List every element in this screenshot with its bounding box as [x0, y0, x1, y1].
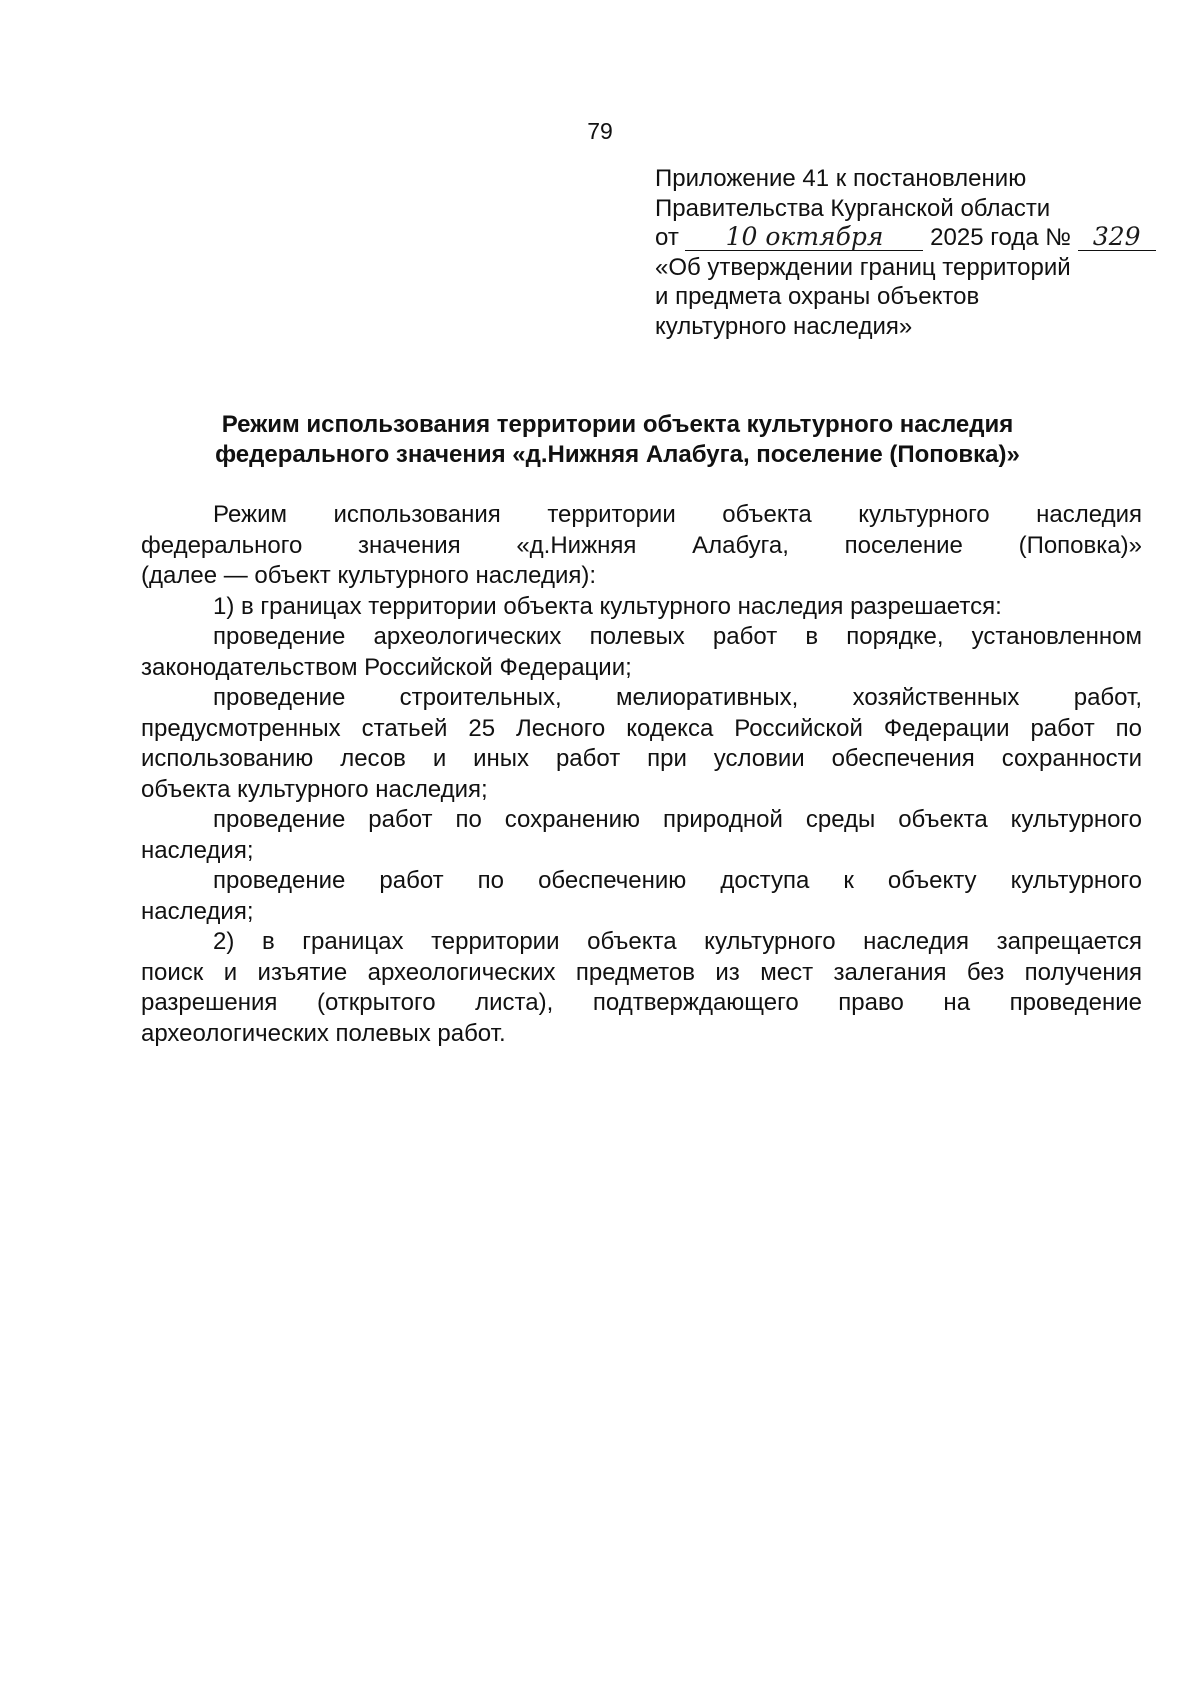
paragraph-4-line-3: использованию лесов и иных работ при условии обеспечения сохранности — [141, 745, 1142, 772]
paragraph-6-line-2: наследия; — [141, 897, 254, 925]
paragraph-7-line-3: разрешения (открытого листа), подтверждающего право на проведение — [141, 989, 1142, 1016]
paragraph-3-line-2: законодательством Российской Федерации; — [141, 653, 632, 681]
paragraph-3-line-1: проведение археологических полевых работ в порядке, установленном — [213, 623, 1142, 650]
handwritten-number: 329 — [1078, 224, 1156, 251]
appendix-block — [655, 164, 1155, 341]
paragraph-7-line-4: археологических полевых работ. — [141, 1019, 506, 1047]
paragraph-1-line-1: Режим использования территории объекта культурного наследия — [213, 501, 1142, 528]
title-line-2: федерального значения «д.Нижняя Алабуга, поселение (Поповка)» — [215, 441, 1020, 468]
document-body — [141, 500, 1142, 1049]
paragraph-4-line-4: объекта культурного наследия; — [141, 775, 488, 803]
paragraph-2-line-1: 1) в границах территории объекта культурного наследия разрешается: — [213, 592, 1002, 620]
paragraph-1-line-2: федерального значения «д.Нижняя Алабуга, поселение (Поповка)» — [141, 531, 1142, 559]
title-line-1: Режим использования территории объекта культурного наследия — [221, 411, 1014, 438]
appendix-line-2: Правительства Курганской области — [655, 194, 1051, 222]
appendix-line-6: культурного наследия» — [655, 312, 913, 340]
paragraph-4-line-2: предусмотренных статьей 25 Лесного кодекса Российской Федерации работ по — [141, 714, 1142, 742]
appendix-line-1: Приложение 41 к постановлению — [655, 165, 1027, 192]
appendix-line-5: и предмета охраны объектов — [655, 283, 980, 310]
paragraph-4-line-1: проведение строительных, мелиоративных, хозяйственных работ, — [213, 684, 1142, 711]
appendix-year-label: 2025 года № — [930, 224, 1072, 251]
paragraph-1-line-3: (далее — объект культурного наследия): — [141, 562, 597, 589]
paragraph-5-line-1: проведение работ по сохранению природной среды объекта культурного — [213, 806, 1142, 833]
page-number: 79 — [587, 118, 613, 144]
appendix-line-4: «Об утверждении границ территорий — [655, 253, 1071, 281]
handwritten-date: 10 октября — [685, 224, 923, 251]
document-title — [150, 410, 1085, 470]
paragraph-7-line-2: поиск и изъятие археологических предметов из мест залегания без получения — [141, 958, 1142, 986]
appendix-date-prefix: от — [655, 224, 679, 251]
paragraph-7-line-1: 2) в границах территории объекта культурного наследия запрещается — [213, 928, 1142, 955]
appendix-line-3 — [655, 223, 1155, 253]
paragraph-6-line-1: проведение работ по обеспечению доступа к объекту культурного — [213, 867, 1142, 894]
paragraph-5-line-2: наследия; — [141, 836, 254, 864]
